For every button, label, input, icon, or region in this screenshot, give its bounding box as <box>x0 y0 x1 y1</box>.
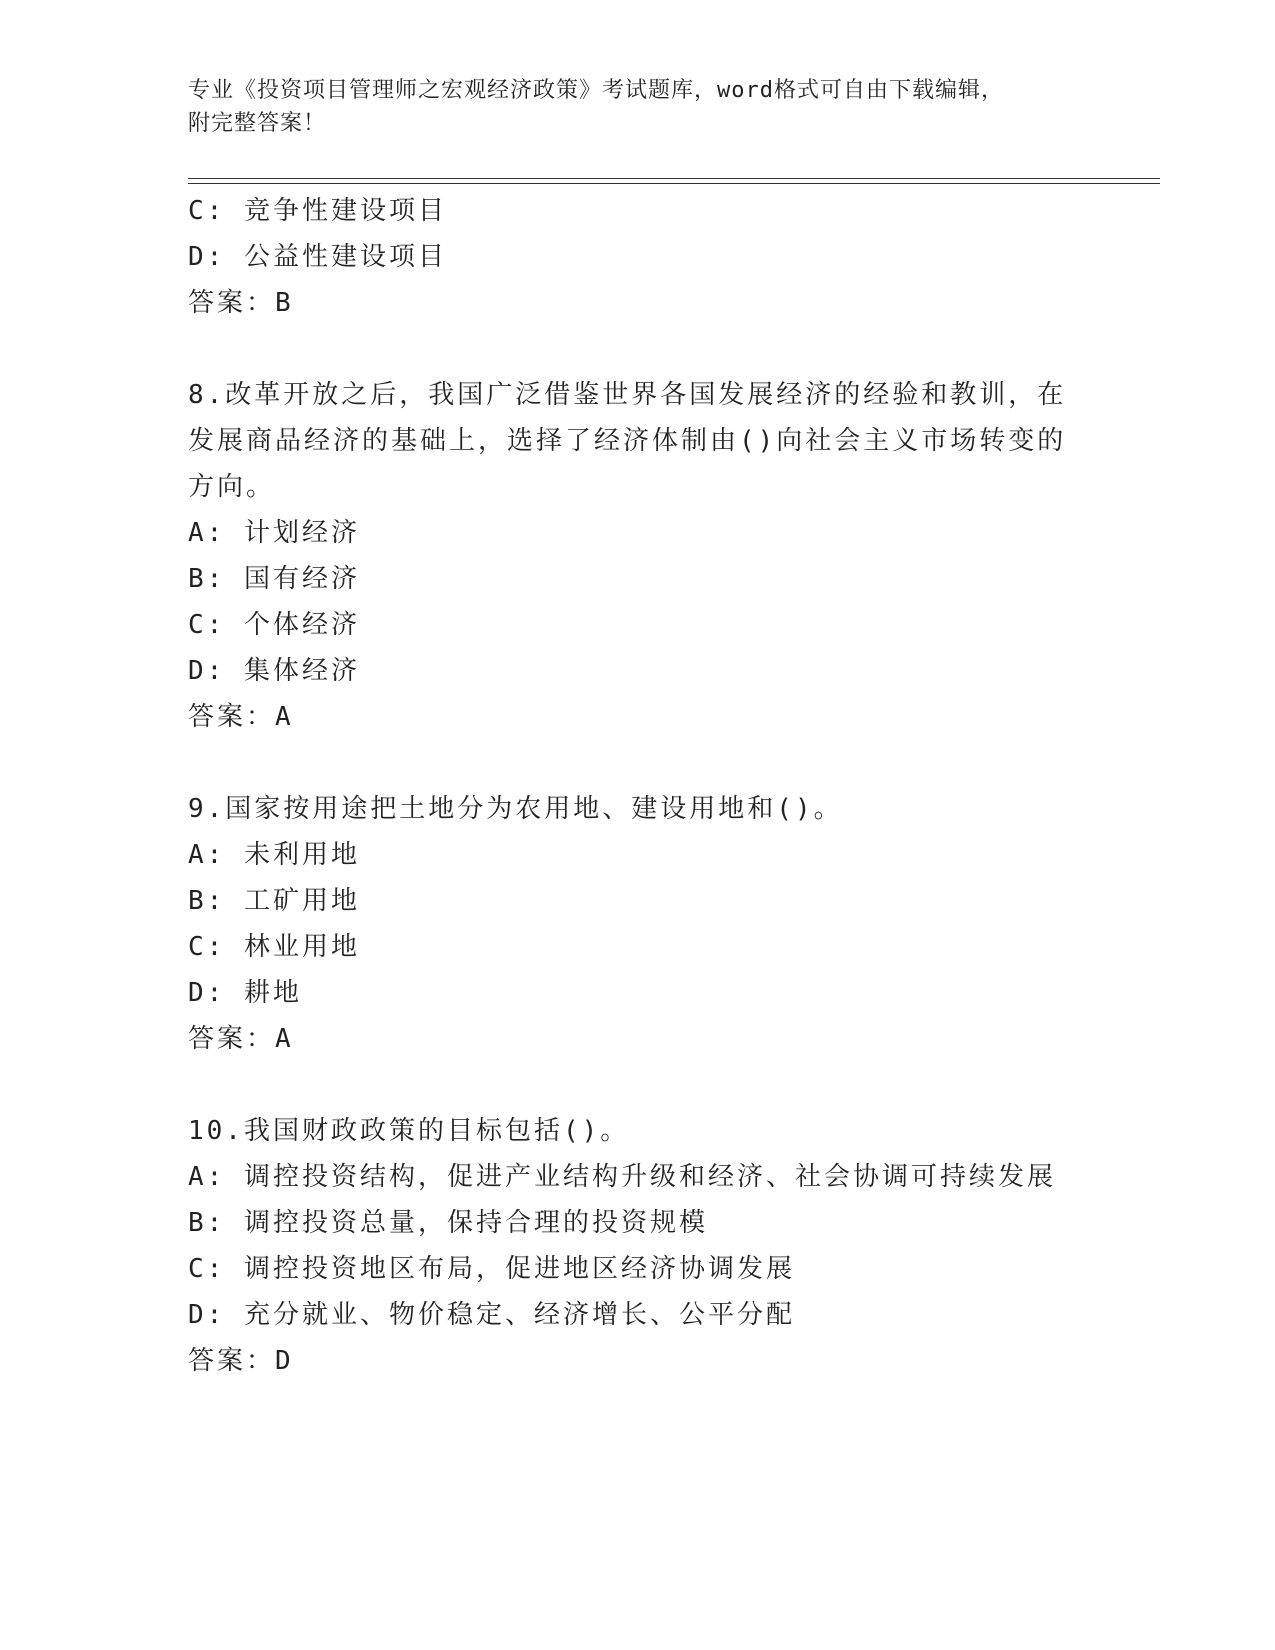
option-text: 公益性建设项目 <box>243 242 447 272</box>
option-c <box>188 924 1088 970</box>
question-stem-line: 10.我国财政政策的目标包括()。 <box>188 1116 630 1146</box>
option-d <box>188 1292 1088 1338</box>
option-key: A: <box>188 1162 226 1192</box>
option-text: 集体经济 <box>243 656 360 686</box>
option-d <box>188 234 1088 280</box>
option-d <box>188 970 1088 1016</box>
option-a <box>188 510 1088 556</box>
option-key: A: <box>188 840 226 870</box>
header-divider-top <box>188 178 1160 179</box>
option-key: D: <box>188 1300 226 1330</box>
option-b <box>188 878 1088 924</box>
option-key: A: <box>188 518 226 548</box>
header-line-1: 专业《投资项目管理师之宏观经济政策》考试题库，word格式可自由下载编辑， <box>188 78 1004 103</box>
option-c <box>188 1246 1088 1292</box>
option-d <box>188 648 1088 694</box>
option-key: C: <box>188 196 226 226</box>
option-b <box>188 556 1088 602</box>
question-list <box>188 188 1088 1384</box>
option-b <box>188 1200 1088 1246</box>
option-text: 个体经济 <box>243 610 360 640</box>
option-text: 调控投资地区布局，促进地区经济协调发展 <box>243 1254 795 1284</box>
option-key: D: <box>188 242 226 272</box>
header-line-2: 附完整答案！ <box>188 111 327 136</box>
option-a <box>188 1154 1088 1200</box>
option-key: C: <box>188 1254 226 1284</box>
option-key: C: <box>188 932 226 962</box>
spacer <box>188 740 1088 786</box>
answer-line: 答案：B <box>188 288 294 318</box>
answer-line: 答案：A <box>188 702 294 732</box>
option-text: 充分就业、物价稳定、经济增长、公平分配 <box>243 1300 795 1330</box>
question-stem-line: 9.国家按用途把土地分为农用地、建设用地和()。 <box>188 794 843 824</box>
option-text: 调控投资结构，促进产业结构升级和经济、社会协调可持续发展 <box>243 1162 1056 1192</box>
option-text: 竞争性建设项目 <box>243 196 447 226</box>
option-text: 林业用地 <box>243 932 360 962</box>
option-text: 计划经济 <box>243 518 360 548</box>
question-stem-line: 方向。 <box>188 472 276 502</box>
option-key: B: <box>188 1208 226 1238</box>
option-key: D: <box>188 656 226 686</box>
option-a <box>188 832 1088 878</box>
option-key: D: <box>188 978 226 1008</box>
option-text: 未利用地 <box>243 840 360 870</box>
spacer <box>188 1062 1088 1108</box>
option-text: 调控投资总量，保持合理的投资规模 <box>243 1208 708 1238</box>
document-header <box>188 74 1088 140</box>
question-stem-line: 8.改革开放之后，我国广泛借鉴世界各国发展经济的经验和教训，在 <box>188 380 1067 410</box>
option-key: B: <box>188 886 226 916</box>
option-text: 工矿用地 <box>243 886 360 916</box>
option-text: 国有经济 <box>243 564 360 594</box>
option-key: B: <box>188 564 226 594</box>
spacer <box>188 326 1088 372</box>
option-text: 耕地 <box>243 978 302 1008</box>
question-stem-line: 发展商品经济的基础上，选择了经济体制由()向社会主义市场转变的 <box>188 426 1067 456</box>
answer-line: 答案：D <box>188 1346 294 1376</box>
option-c <box>188 188 1088 234</box>
option-c <box>188 602 1088 648</box>
option-key: C: <box>188 610 226 640</box>
answer-line: 答案：A <box>188 1024 294 1054</box>
header-divider-bottom <box>188 183 1160 184</box>
